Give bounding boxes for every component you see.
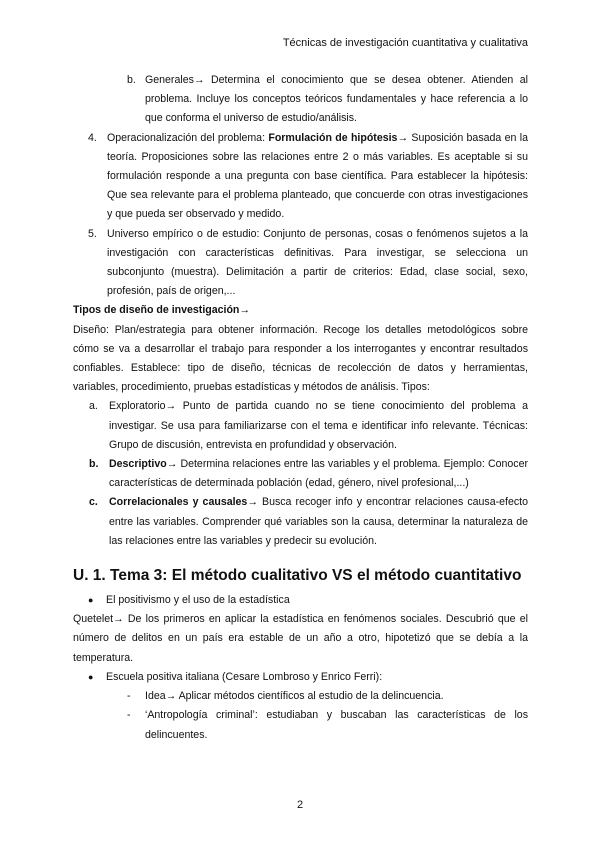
list-item-text: Exploratorio→ Punto de partida cuando no se tiene conocimiento del problema a investigar. Se usa para familiarizarse con el tema e identificar info relevante. Técnicas: Grupo de discusión, entrevista en profundidad y observación. (109, 400, 528, 451)
list-item-operacionalizacion (73, 129, 528, 225)
bullet-item-escuela (73, 668, 528, 687)
list-item-term: Formulación de hipótesis (268, 131, 398, 144)
dash-marker: - (127, 690, 131, 703)
dash-marker: - (127, 709, 131, 722)
bullet-item-positivismo (73, 591, 528, 610)
list-item-text: → Determina relaciones entre las variables y el problema. Ejemplo: Conocer características de determinada población (edad, género, nivel profesional,...) (109, 458, 528, 490)
list-item-text-lead: Operacionalización del problema: (107, 131, 269, 144)
list-marker: 4. (88, 131, 97, 144)
paragraph-diseno: Diseño: Plan/estrategia para obtener información. Recoge los detalles metodológicos sobre cómo se va a desarrollar el trabajo para responder a los interrogantes y encontrar resultados confiables. Establece: tipo de diseño, técnicas de recolección de datos y herramientas, variables, procedimiento, pruebas estadísticas y métodos de análisis. Tipos: (73, 323, 528, 394)
list-marker: c. (89, 496, 98, 509)
list-marker: b. (89, 458, 99, 471)
page-body (73, 71, 528, 745)
dash-item-text: Idea→ Aplicar métodos científicos al estudio de la delincuencia. (145, 690, 444, 703)
dash-item-text: ‘Antropología criminal’: estudiaban y buscaban las características de los delincuentes. (145, 709, 528, 741)
page-number: 2 (296, 799, 304, 811)
list-item-correlacionales (73, 493, 528, 551)
section-subheading: Tipos de diseño de investigación→ (73, 304, 250, 317)
list-item-text: → Busca recoger info y encontrar relaciones causa-efecto entre las variables. Comprender qué variables son la causa, determinar la naturaleza de las relaciones entre las variables y predecir su evolución. (109, 496, 528, 547)
list-marker: 5. (88, 227, 97, 240)
list-item-exploratorio (73, 397, 528, 455)
dash-item-idea (73, 687, 528, 706)
list-item-universo (73, 225, 528, 302)
bullet-marker: ● (88, 595, 94, 606)
list-item-text: Universo empírico o de estudio: Conjunto de personas, cosas o fenómenos sujetos a la investigación con características definitivas. Para investigar, se selecciona un subconjunto (muestra). Delimitación a partir de criterios: Edad, clase social, sexo, profesión, país de origen,... (107, 227, 528, 298)
paragraph-quetelet: Quetelet→ De los primeros en aplicar la estadística en fenómenos sociales. Descubrió que el número de delitos en un país era estable de un año a otro, hipotetizó que se debía a la temperatura. (73, 613, 528, 664)
bullet-item-text: Escuela positiva italiana (Cesare Lombroso y Enrico Ferri): (106, 670, 383, 683)
section-title: U. 1. Tema 3: El método cualitativo VS el método cuantitativo (73, 567, 522, 585)
running-header: Técnicas de investigación cuantitativa y cualitativa (282, 37, 528, 49)
list-item-descriptivo (73, 455, 528, 493)
dash-item-antropologia (73, 706, 528, 744)
list-marker: b. (127, 74, 136, 86)
bullet-marker: ● (88, 671, 94, 682)
list-marker: a. (89, 400, 98, 413)
bullet-item-text: El positivismo y el uso de la estadística (106, 594, 290, 607)
list-item-generales (73, 71, 528, 129)
list-item-text: → Suposición basada en la teoría. Proposiciones sobre las relaciones entre 2 o más variables. Es aceptable si su formulación responde a una pregunta con base científica. Para establecer la hipótesis: Que sea relevante para el problema planteado, que concuerde con otras investigaciones y que pueda ser observado y medido. (107, 131, 528, 221)
list-item-term: Correlacionales y causales (109, 496, 248, 509)
list-item-term: Descriptivo (109, 458, 167, 471)
list-item-text: Generales→ Determina el conocimiento que se desea obtener. Atienden al problema. Incluye los conceptos teóricos fundamentales y hace referencia a lo que conforma el universo de estudio/análisis. (145, 74, 528, 125)
